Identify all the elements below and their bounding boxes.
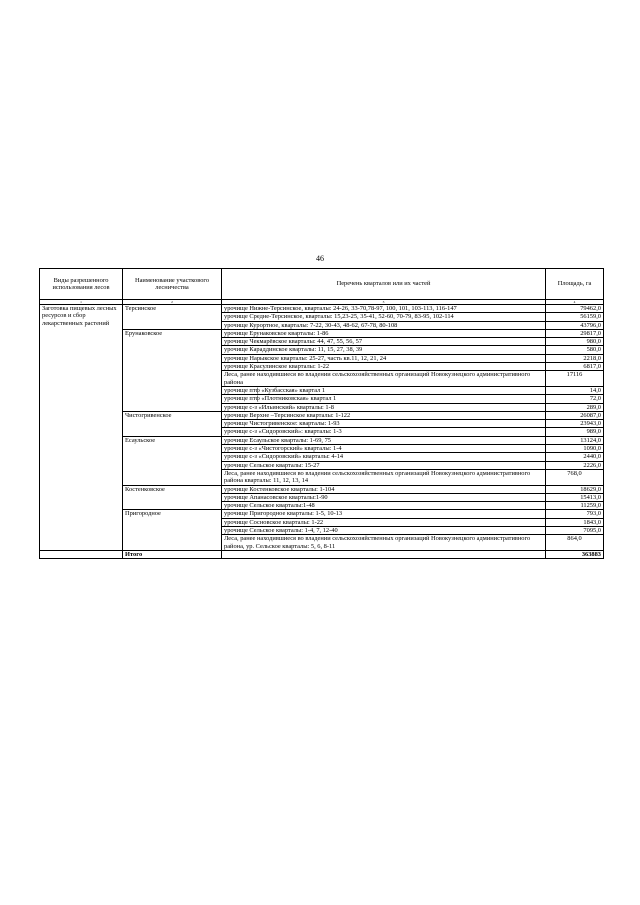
column-number: 1	[40, 300, 123, 305]
forestry-name-cell: Терсинское	[123, 305, 222, 330]
quarters-list-cell: урочище Сельское кварталы: 15-27	[222, 461, 546, 469]
table-row	[40, 411, 604, 419]
total-row	[40, 550, 604, 558]
quarters-list-cell: урочище Сосновское кварталы: 1-22	[222, 518, 546, 526]
quarters-list-cell: урочище Апанасовское кварталы:1-90	[222, 493, 546, 501]
forestry-name-cell: Чистогривенское	[123, 411, 222, 436]
area-cell: 580,0	[546, 346, 604, 354]
area-cell: 18629,0	[546, 485, 604, 493]
header-quarters-list: Перечень кварталов или их частей	[222, 269, 546, 300]
quarters-list-cell: урочище Сельское кварталы:1-48	[222, 502, 546, 510]
quarters-list-cell: урочище Красулинское кварталы: 1-22	[222, 363, 546, 371]
area-cell: 289,0	[546, 403, 604, 411]
quarters-list-cell: урочище с-з «Сидоровский» кварталы: 4-14	[222, 453, 546, 461]
quarters-list-cell: Леса, ранее находившиеся во владении сельскохозяйственных организаций Новокузнецкого административного района	[222, 371, 546, 387]
table-row	[40, 510, 604, 518]
area-cell: 79462,0	[546, 305, 604, 313]
quarters-list-cell: урочище птф «Кузбасская» квартал 1	[222, 386, 546, 394]
column-number: 2	[123, 300, 222, 305]
area-cell: 2226,0	[546, 461, 604, 469]
quarters-list-cell: урочище с-з «Сидоровский»: кварталы: 1-3	[222, 428, 546, 436]
area-cell: 7095,0	[546, 527, 604, 535]
quarters-list-cell: урочище Верхне –Терсинское кварталы: 1-122	[222, 411, 546, 419]
forest-quarters-table	[39, 268, 604, 559]
quarters-list-cell: Леса, ранее находившиеся во владении сельскохозяйственных организаций Новокузнецкого административного района, ур. Сельское кварталы: 5, 6, 8-11	[222, 535, 546, 551]
table-row	[40, 305, 604, 313]
quarters-list-cell: урочище с-з «Ильинский» кварталы: 1-8	[222, 403, 546, 411]
quarters-list-cell: урочище Средне-Терсинское, кварталы: 15,23-25, 35-41, 52-60, 70-79, 83-95, 102-114	[222, 313, 546, 321]
area-cell: 989,0	[546, 428, 604, 436]
quarters-list-cell: урочище Курортное, кварталы: 7-22, 30-43, 48-62, 67-78, 80-108	[222, 321, 546, 329]
quarters-list-cell: урочище Чекмарёвское кварталы: 44, 47, 55, 56, 57	[222, 338, 546, 346]
column-number: 3	[222, 300, 546, 305]
area-cell: 768,0	[546, 469, 604, 485]
area-cell: 864,0	[546, 535, 604, 551]
area-cell: 2218,0	[546, 354, 604, 362]
quarters-list-cell: урочище с-з «Чистогорский» кварталы: 1-4	[222, 445, 546, 453]
quarters-list-cell: Леса, ранее находившиеся во владении сельскохозяйственных организаций Новокузнецкого административного района кварталы: 11, 12, 13, 14	[222, 469, 546, 485]
total-spacer-cell	[40, 550, 123, 558]
area-cell: 13124,0	[546, 436, 604, 444]
area-cell: 6817,0	[546, 363, 604, 371]
table-row	[40, 329, 604, 337]
area-cell: 23943,0	[546, 420, 604, 428]
area-cell: 11259,0	[546, 502, 604, 510]
quarters-list-cell: урочище Ерунаковское кварталы: 1-86	[222, 329, 546, 337]
table-body	[40, 305, 604, 559]
quarters-list-cell: урочище Нижне-Терсинское, кварталы: 24-26, 33-70,78-97, 100, 101, 103-113, 116-147	[222, 305, 546, 313]
area-cell: 17116	[546, 371, 604, 387]
quarters-list-cell: урочище птф «Плотниковская» квартал 1	[222, 395, 546, 403]
forestry-name-cell: Костенковское	[123, 485, 222, 510]
page-number: 46	[316, 254, 324, 263]
area-cell: 29817,0	[546, 329, 604, 337]
quarters-list-cell: урочище Есаульское кварталы: 1-69, 75	[222, 436, 546, 444]
area-cell: 1843,0	[546, 518, 604, 526]
area-cell: 14,0	[546, 386, 604, 394]
quarters-list-cell: урочище Сельское кварталы: 1-4, 7, 12-40	[222, 527, 546, 535]
area-cell: 56159,0	[546, 313, 604, 321]
column-number: 4	[546, 300, 604, 305]
total-area-cell: 363883	[546, 550, 604, 558]
total-label-cell: Итого	[123, 550, 222, 558]
area-cell: 72,0	[546, 395, 604, 403]
quarters-list-cell: урочище Караддинское кварталы: 11, 15, 27, 38, 39	[222, 346, 546, 354]
table-header-row	[40, 269, 604, 300]
table-row	[40, 436, 604, 444]
area-cell: 15413,0	[546, 493, 604, 501]
total-empty-cell	[222, 550, 546, 558]
forestry-name-cell: Есаульское	[123, 436, 222, 485]
area-cell: 26087,0	[546, 411, 604, 419]
header-usage-type: Виды разрешенного использования лесов	[40, 269, 123, 300]
forestry-name-cell: Ерунаковское	[123, 329, 222, 411]
header-forestry-name: Наименование участкового лесничества	[123, 269, 222, 300]
quarters-list-cell: урочище Чистогривенское: кварталы: 1-93	[222, 420, 546, 428]
quarters-list-cell: урочище Нарыкское кварталы: 25-27, часть кв.11, 12, 21, 24	[222, 354, 546, 362]
forestry-name-cell: Пригородное	[123, 510, 222, 550]
quarters-list-cell: урочище Костенковское кварталы: 1-104	[222, 485, 546, 493]
area-cell: 43796,0	[546, 321, 604, 329]
area-cell: 1090,0	[546, 445, 604, 453]
quarters-list-cell: урочище Пригородное кварталы: 1-5, 10-13	[222, 510, 546, 518]
area-cell: 793,0	[546, 510, 604, 518]
area-cell: 2440,0	[546, 453, 604, 461]
usage-type-cell: Заготовка пищевых лесных ресурсов и сбор лекарственных растений	[40, 305, 123, 551]
table-row	[40, 485, 604, 493]
area-cell: 980,0	[546, 338, 604, 346]
header-area: Площадь, га	[546, 269, 604, 300]
